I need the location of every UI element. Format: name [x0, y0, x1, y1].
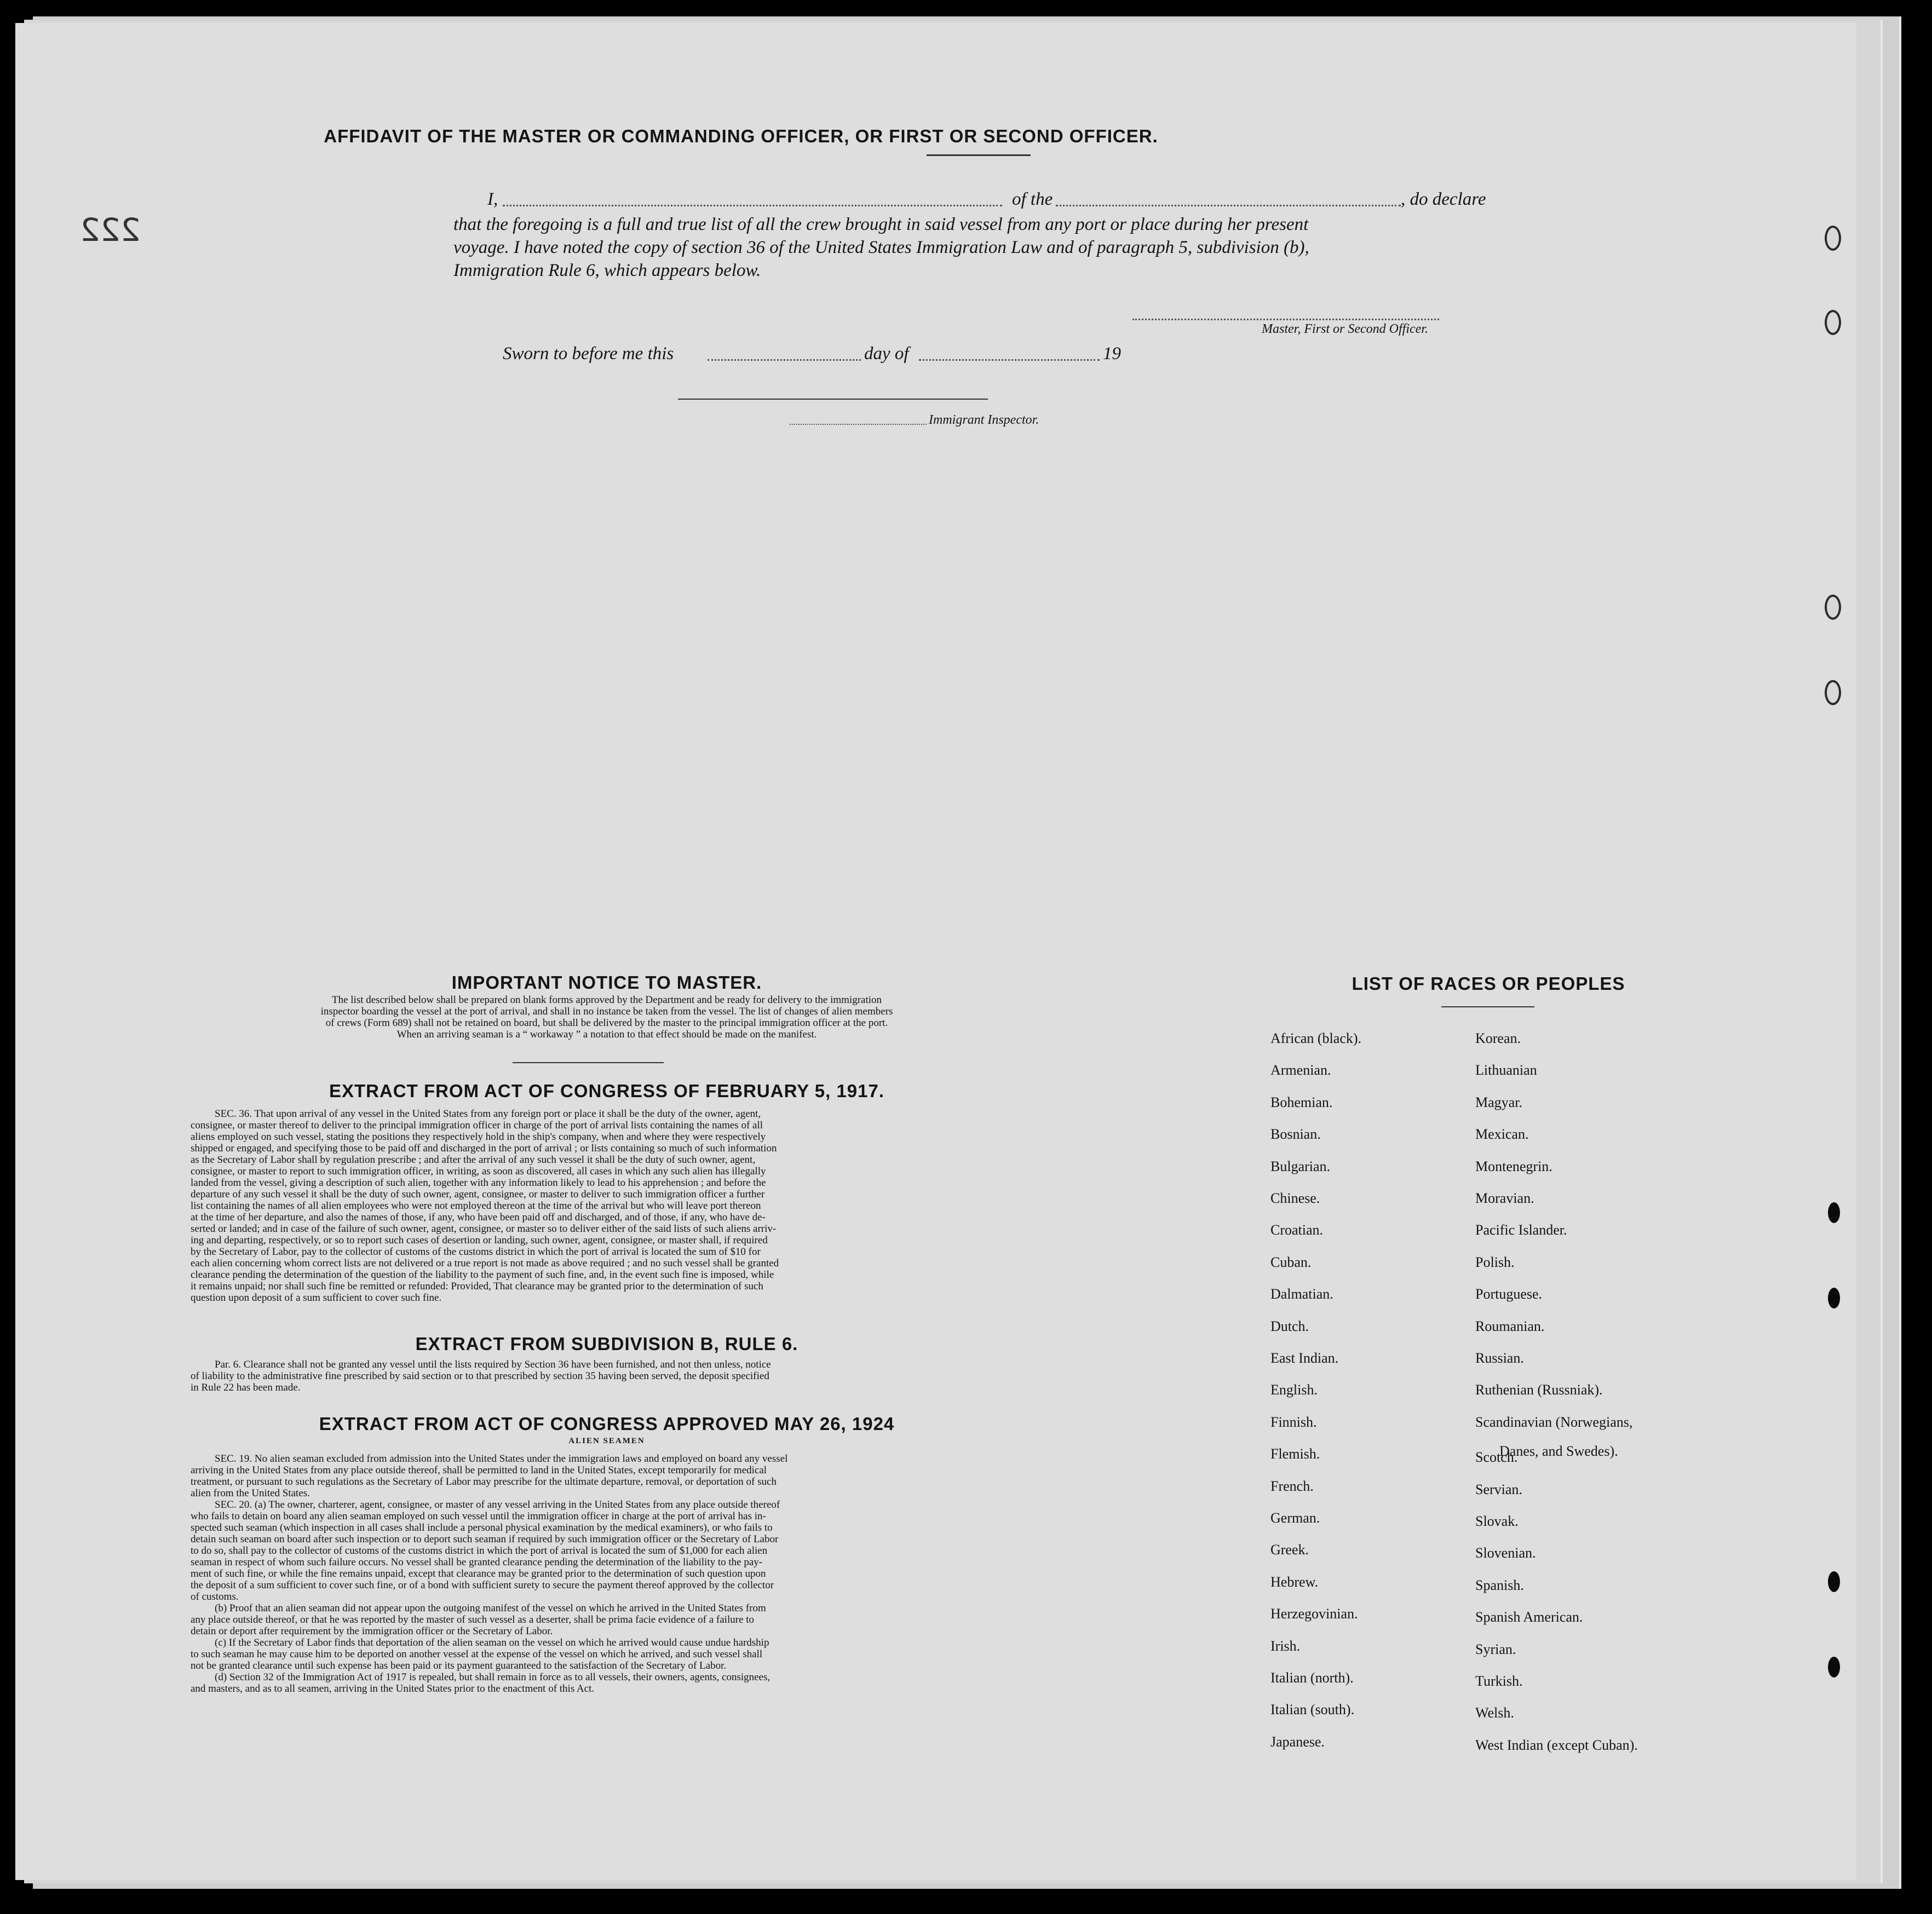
race-item-left: Herzegovinian. — [1270, 1606, 1358, 1622]
name-blank — [503, 205, 1002, 206]
text-line: (b) Proof that an alien seaman did not appear upon the outgoing manifest of the vessel on which he arrived in the United States from — [215, 1602, 766, 1614]
page-number: 222 — [80, 211, 141, 249]
binder-hole — [1825, 595, 1841, 620]
race-item-left: Japanese. — [1270, 1734, 1325, 1750]
text-line: departure of any such vessel it shall be the duty of such owner, agent, consignee, or master to deliver to such immigration officer a further — [191, 1189, 765, 1200]
text-line: The list described below shall be prepared on blank forms approved by the Department and be ready for delivery to the immigration — [331, 994, 882, 1006]
day-blank — [708, 359, 861, 361]
text-line: any place outside thereof, or that he was reported by the master of such vessel as a deserter, shall be prima facie evidence of a failure to — [191, 1614, 755, 1625]
race-item-right: Roumanian. — [1475, 1318, 1545, 1334]
race-item-left: English. — [1270, 1382, 1318, 1398]
text-line: ing and departing, respectively, or so to report such cases of desertion or landing, such owner, agent, consignee, or master shall, if required — [191, 1235, 768, 1246]
binder-hole — [1828, 1202, 1840, 1223]
text-line: arriving in the United States from any place outside thereof, shall be permitted to land in the United States, except temporarily for medical — [191, 1465, 767, 1476]
inspector-label: Immigrant Inspector. — [929, 413, 1039, 427]
text-line: aliens employed on such vessel, stating the positions they respectively hold in the ship's company, when and where they were respectively — [191, 1131, 766, 1143]
text-line: ment of such fine, or while the fine remains unpaid, except that clearance may be granted prior to the determination of such question upon — [191, 1568, 766, 1579]
race-item-right: Mexican. — [1475, 1126, 1529, 1142]
race-item-left: Irish. — [1270, 1638, 1301, 1654]
extract-1924-text — [191, 1453, 1003, 1694]
text-line: to do so, shall pay to the collector of customs of the customs district in which the port of arrival is located the sum of $1,000 for each alien — [191, 1545, 768, 1556]
affidavit-line1-end: , do declare — [1401, 189, 1486, 209]
race-item-left: Hebrew. — [1270, 1574, 1319, 1590]
text-line: the deposit of a sum sufficient to cover such fine, or of a bond with sufficient surety to secure the payment thereof approved by the collector — [191, 1579, 774, 1591]
notice-text — [191, 994, 1023, 1040]
text-line: inspector boarding the vessel at the port of arrival, and shall in no instance be taken from the vessel. The list of changes of alien members — [320, 1006, 893, 1017]
binder-hole — [1825, 310, 1841, 335]
extract-1917-text — [191, 1108, 1003, 1304]
race-item-right: Slovak. — [1475, 1513, 1519, 1529]
text-line: detain or deport after requirement by the immigration officer or the Secretary of Labor. — [191, 1625, 553, 1637]
race-item-left: East Indian. — [1270, 1350, 1339, 1366]
text-line: Par. 6. Clearance shall not be granted any vessel until the lists required by Section 36 have been furnished, and not then unless, notice — [215, 1359, 771, 1370]
text-line: of crews (Form 689) shall not be retained on board, but shall be delivered by the master to the principal immigration officer at the port. — [325, 1017, 888, 1029]
affidavit-line4: Immigration Rule 6, which appears below. — [453, 261, 761, 280]
text-line: consignee, or master to report to such immigration officer, in writing, as soon as discovered, all cases in which any such alien has illegally — [191, 1166, 766, 1177]
extract-1924-title: EXTRACT FROM ACT OF CONGRESS APPROVED MAY 26, 1924 — [319, 1414, 895, 1434]
text-line: list containing the names of all alien employees who were not employed thereon at the time of the arrival but who will leave port thereon — [191, 1200, 761, 1212]
race-item-right: Spanish. — [1475, 1577, 1524, 1593]
affidavit-line1-mid: of the — [1012, 189, 1053, 209]
text-line: not be granted clearance until such expense has been paid or its payment guaranteed to the satisfaction of the Secretary of Labor. — [191, 1660, 727, 1671]
affidavit-title: AFFIDAVIT OF THE MASTER OR COMMANDING OFFICER, OR FIRST OR SECOND OFFICER. — [324, 126, 1158, 146]
race-item-right: Moravian. — [1475, 1190, 1534, 1206]
race-item-right: Spanish American. — [1475, 1609, 1583, 1625]
race-item-left: Cuban. — [1270, 1254, 1312, 1270]
text-line: SEC. 36. That upon arrival of any vessel in the United States from any foreign port or place it shall be the duty of the owner, agent, — [215, 1108, 761, 1120]
text-line: (d) Section 32 of the Immigration Act of 1917 is repealed, but shall remain in force as to all vessels, their owners, agents, consignees, — [215, 1671, 771, 1683]
text-line: it remains unpaid; nor shall such fine be remitted or refunded: Provided, That clearance may be granted prior to the determination of such — [191, 1281, 763, 1292]
text-line: treatment, or pursuant to such regulations as the Secretary of Labor may prescribe for the ultimate departure, removal, or deportation of such — [191, 1476, 777, 1488]
master-signature-label: Master, First or Second Officer. — [1262, 322, 1428, 336]
race-item-left: Dalmatian. — [1270, 1286, 1333, 1302]
binder-hole — [1828, 1571, 1840, 1592]
race-item-right: Servian. — [1475, 1481, 1522, 1497]
text-line: who fails to detain on board any alien seaman employed on such vessel until the immigration officer in charge at the port of arrival has in- — [191, 1511, 766, 1522]
race-item-right: Turkish. — [1475, 1673, 1523, 1689]
vessel-blank — [1056, 205, 1401, 206]
text-line: SEC. 20. (a) The owner, charterer, agent, consignee, or master of any vessel arriving in the United States from any place outside thereof — [215, 1499, 780, 1511]
extract-1924-subtitle: ALIEN SEAMEN — [568, 1437, 645, 1445]
text-line: question upon deposit of a sum sufficient to cover such fine. — [191, 1292, 442, 1304]
form-sheet — [15, 23, 1856, 1880]
text-line: clearance pending the determination of the question of the liability to the payment of such fine, and, in the event such fine is imposed, while — [191, 1269, 774, 1281]
race-item-left: Bohemian. — [1270, 1094, 1333, 1110]
race-item-right: Syrian. — [1475, 1641, 1516, 1657]
race-item-right: Scotch. — [1475, 1449, 1518, 1465]
race-item-left: Croatian. — [1270, 1222, 1324, 1238]
race-item-left: Bulgarian. — [1270, 1158, 1331, 1174]
sworn-end: 19 — [1103, 344, 1121, 364]
race-item-right: Pacific Islander. — [1475, 1222, 1567, 1238]
binder-hole — [1828, 1288, 1840, 1308]
inspector-dotted-line — [790, 424, 927, 425]
race-item-left: African (black). — [1270, 1030, 1362, 1046]
race-item-left: Chinese. — [1270, 1190, 1320, 1206]
text-line: alien from the United States. — [191, 1488, 310, 1499]
race-item-left: German. — [1270, 1510, 1320, 1526]
race-item-left: French. — [1270, 1478, 1314, 1494]
text-line: detain such seaman on board after such inspection or to deport such seaman if required by such immigration officer or the Secretary of Labor — [191, 1533, 779, 1545]
text-line: spected such seaman (which inspection in all cases shall include a personal physical examination by the medical examiners), or who fails to — [191, 1522, 773, 1533]
month-blank — [919, 359, 1100, 361]
binder-hole — [1828, 1657, 1840, 1677]
text-line: by the Secretary of Labor, pay to the collector of customs of the customs district in which the port of arrival is located the sum of $10 for — [191, 1246, 761, 1258]
races-title: LIST OF RACES OR PEOPLES — [1352, 973, 1625, 994]
text-line: of customs. — [191, 1591, 239, 1602]
race-item-left: Italian (north). — [1270, 1670, 1354, 1686]
title-underline — [927, 154, 1031, 156]
race-item-left: Dutch. — [1270, 1318, 1309, 1334]
affidavit-line1-start: I, — [487, 189, 498, 209]
text-line: in Rule 22 has been made. — [191, 1382, 301, 1393]
inspector-signature-line — [678, 399, 988, 400]
race-item-right: Magyar. — [1475, 1094, 1522, 1110]
text-line: to such seaman he may cause him to be deported on another vessel at the expense of the vessel on which he arrived, and such vessel shall — [191, 1648, 763, 1660]
text-line: seaman in respect of whom such failure occurs. No vessel shall be granted clearance pending the determination of the liability to the pay- — [191, 1556, 763, 1568]
master-signature-line — [1132, 319, 1439, 320]
text-line: landed from the vessel, giving a description of such alien, together with any information likely to lead to his apprehension ; and before the — [191, 1177, 766, 1189]
race-item-left: Flemish. — [1270, 1446, 1320, 1462]
text-line: When an arriving seaman is a “ workaway ” a notation to that effect should be made on the manifest. — [396, 1029, 817, 1040]
text-line: each alien concerning whom correct lists are not delivered or a true report is not made as above required ; and no such vessel shall be granted — [191, 1258, 779, 1269]
section-divider — [513, 1062, 664, 1063]
race-item-left: Finnish. — [1270, 1414, 1317, 1430]
race-item-right: Ruthenian (Russniak). — [1475, 1382, 1603, 1398]
extract-1917-title: EXTRACT FROM ACT OF CONGRESS OF FEBRUARY 5, 1917. — [329, 1081, 885, 1101]
binder-hole — [1825, 226, 1841, 251]
text-line: at the time of her departure, and also the names of those, if any, who have been paid off and discharged, and of those, if any, who have de- — [191, 1212, 766, 1223]
race-item-right: West Indian (except Cuban). — [1475, 1737, 1638, 1753]
race-item-right: Lithuanian — [1475, 1062, 1537, 1078]
affidavit-line3: voyage. I have noted the copy of section 36 of the United States Immigration Law and of paragraph 5, subdivision (b), — [453, 238, 1309, 257]
race-item-right: Slovenian. — [1475, 1545, 1536, 1561]
race-item-right: Montenegrin. — [1475, 1158, 1553, 1174]
sworn-start: Sworn to before me this — [503, 344, 674, 364]
races-divider — [1441, 1006, 1534, 1007]
notice-title: IMPORTANT NOTICE TO MASTER. — [451, 972, 762, 993]
race-item-right: Scandinavian (Norwegians, — [1475, 1414, 1633, 1430]
binder-hole — [1825, 680, 1841, 705]
text-line: serted or landed; and in case of the failure of such owner, agent, consignee, or master so to deliver either of the said lists of such aliens arriv- — [191, 1223, 777, 1235]
text-line: shipped or engaged, and specifying those to be paid off and discharged in the port of arrival ; or lists containing so much of such information — [191, 1143, 777, 1154]
race-item-right: Portuguese. — [1475, 1286, 1543, 1302]
race-item-left: Greek. — [1270, 1542, 1309, 1558]
text-line: SEC. 19. No alien seaman excluded from admission into the United States under the immigration laws and employed on board any vessel — [215, 1453, 788, 1465]
text-line: (c) If the Secretary of Labor finds that deportation of the alien seaman on the vessel on which he arrived would cause undue hardship — [215, 1637, 769, 1648]
extract-rule6-title: EXTRACT FROM SUBDIVISION B, RULE 6. — [415, 1334, 798, 1354]
race-item-right: Welsh. — [1475, 1705, 1514, 1721]
extract-rule6-text — [191, 1359, 1003, 1393]
race-scandinavian-continued: Danes, and Swedes). — [1499, 1443, 1618, 1459]
text-line: consignee, or master thereof to deliver to the principal immigration officer in charge of the port of arrival lists containing the names of all — [191, 1120, 763, 1131]
sworn-mid: day of — [864, 344, 909, 364]
race-item-left: Bosnian. — [1270, 1126, 1321, 1142]
race-item-left: Italian (south). — [1270, 1702, 1355, 1717]
race-item-left: Armenian. — [1270, 1062, 1331, 1078]
race-item-right: Polish. — [1475, 1254, 1515, 1270]
affidavit-line2: that the foregoing is a full and true list of all the crew brought in said vessel from any port or place during her present — [453, 215, 1309, 234]
race-item-right: Russian. — [1475, 1350, 1524, 1366]
text-line: of liability to the administrative fine prescribed by said section or to that prescribed by section 35 having been served, the deposit specified — [191, 1370, 769, 1382]
text-line: and masters, and as to all seamen, arriving in the United States prior to the enactment of this Act. — [191, 1683, 595, 1694]
race-item-right: Korean. — [1475, 1030, 1521, 1046]
text-line: as the Secretary of Labor shall by regulation prescribe ; and after the arrival of any such vessel it shall be the duty of such owner, agent, — [191, 1154, 756, 1166]
